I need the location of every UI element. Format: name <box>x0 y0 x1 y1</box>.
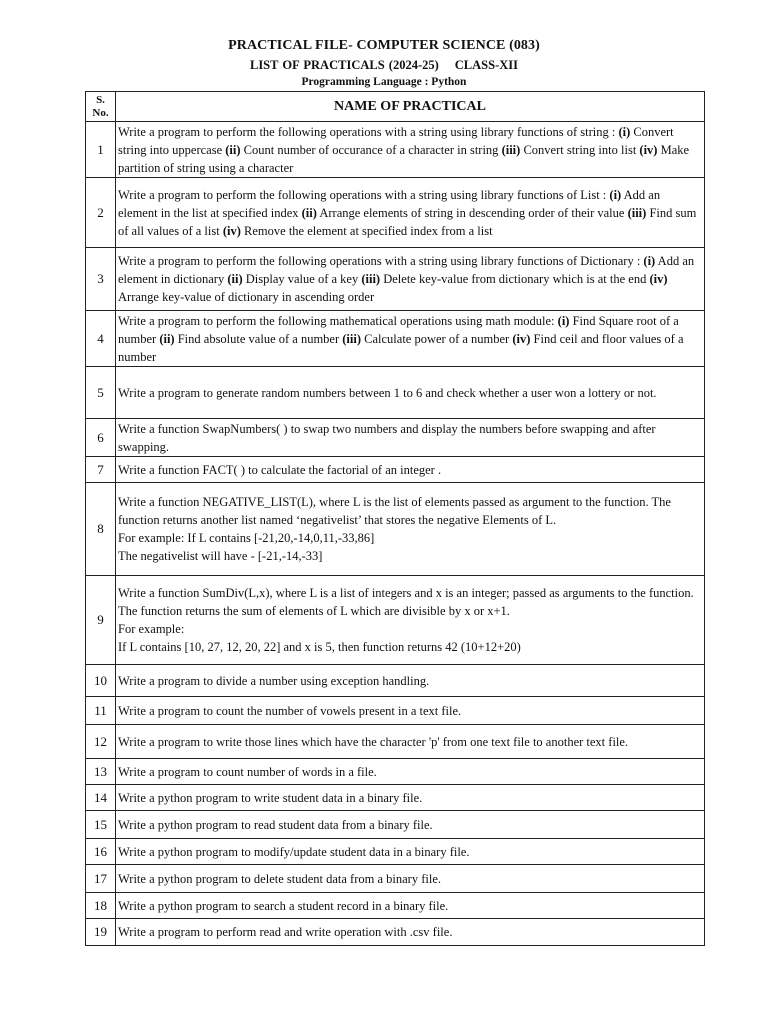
practical-text: Write a program to perform read and write operation with .csv file. <box>118 925 453 939</box>
practical-text: Write a program to write those lines which have the character 'p' from one text file to another text file. <box>118 734 629 749</box>
table-row <box>86 483 705 576</box>
practical-text: Write a python program to read student data from a binary file. <box>118 817 433 832</box>
practical-name-cell <box>116 811 705 839</box>
practical-text-line: Write a function SumDiv(L,x), where L is a list of integers and x is an integer; passed as arguments to the function. The function returns the sum of elements of L which are divisible by x or x+1. <box>118 586 694 618</box>
serial-number-cell: 15 <box>86 811 116 839</box>
sno-header-line1: S. <box>96 93 105 106</box>
table-row <box>86 785 705 811</box>
practical-text: Add an element in dictionary <box>118 254 695 286</box>
table-row <box>86 759 705 785</box>
practical-name-cell <box>116 311 705 367</box>
sub-item-marker: (i) <box>609 187 622 202</box>
practical-text: Find ceil and floor values of a number <box>118 331 684 364</box>
sub-item-marker: (iii) <box>501 142 521 157</box>
column-header-name: NAME OF PRACTICAL <box>116 92 705 122</box>
table-row <box>86 419 705 457</box>
sub-item-marker: (i) <box>618 124 631 139</box>
practical-text: Write a program to perform the following operations with a string using library functions of string : <box>118 124 619 139</box>
serial-number-cell: 11 <box>86 697 116 725</box>
practical-name-cell <box>116 893 705 919</box>
table-row <box>86 367 705 419</box>
practical-text: Find sum of all values of a list <box>118 205 697 238</box>
sub-item-marker: (ii) <box>227 272 243 286</box>
sub-item-marker: (iv) <box>639 142 658 157</box>
practical-text: Write a program to divide a number using exception handling. <box>118 673 430 688</box>
sub-item-marker: (ii) <box>159 331 175 346</box>
table-row <box>86 576 705 665</box>
table-row <box>86 178 705 248</box>
serial-number-cell: 13 <box>86 759 116 785</box>
table-row <box>86 893 705 919</box>
practical-name-cell <box>116 248 705 311</box>
practical-text-line: For example: <box>118 622 185 636</box>
practical-name-cell <box>116 178 705 248</box>
table-row <box>86 122 705 178</box>
practical-text: Write a python program to modify/update student data in a binary file. <box>118 844 470 859</box>
practical-name-cell <box>116 367 705 419</box>
serial-number-cell: 5 <box>86 367 116 419</box>
practical-name-cell <box>116 576 705 665</box>
practical-text: Convert string into uppercase <box>118 124 674 157</box>
serial-number-cell: 3 <box>86 248 116 311</box>
serial-number-cell: 1 <box>86 122 116 178</box>
practical-name-cell <box>116 697 705 725</box>
practical-text: Make partition of string using a character <box>118 142 690 175</box>
document-title: PRACTICAL FILE- COMPUTER SCIENCE (083) <box>228 38 540 53</box>
practical-text: Find absolute value of a number <box>174 331 343 346</box>
practical-text: Convert string into list <box>520 142 640 157</box>
sub-item-marker: (ii) <box>301 205 317 220</box>
serial-number-cell: 16 <box>86 839 116 865</box>
practical-text: Write a python program to delete student data from a binary file. <box>118 871 441 886</box>
table-header-row <box>86 92 705 122</box>
practical-name-cell <box>116 919 705 946</box>
serial-number-cell: 8 <box>86 483 116 576</box>
serial-number-cell: 17 <box>86 865 116 893</box>
practical-text-line: If L contains [10, 27, 12, 20, 22] and x is 5, then function returns 42 (10+12+20) <box>118 640 521 654</box>
practical-text: Find Square root of a number <box>118 313 679 346</box>
practical-text: Write a program to perform the following mathematical operations using math module: <box>118 313 558 328</box>
practicals-table-body <box>86 122 705 946</box>
practical-text-line: The negativelist will have - [-21,-14,-33] <box>118 549 323 563</box>
practical-text: Delete key-value from dictionary which is at the end <box>380 272 650 286</box>
serial-number-cell: 19 <box>86 919 116 946</box>
practical-text-line: For example: If L contains [-21,20,-14,0,11,-33,86] <box>118 531 375 545</box>
table-row <box>86 725 705 759</box>
serial-number-cell: 14 <box>86 785 116 811</box>
table-row <box>86 457 705 483</box>
practical-text: Write a program to count the number of vowels present in a text file. <box>118 703 462 718</box>
practical-text: Write a function SwapNumbers( ) to swap two numbers and display the numbers before swapping and after swapping. <box>118 421 656 454</box>
practical-name-cell <box>116 865 705 893</box>
table-row <box>86 865 705 893</box>
table-row <box>86 811 705 839</box>
practical-name-cell <box>116 122 705 178</box>
sub-item-marker: (iii) <box>361 272 381 286</box>
practical-text: Write a function FACT( ) to calculate the factorial of an integer . <box>118 462 442 477</box>
table-row <box>86 248 705 311</box>
practical-text: Write a program to count number of words in a file. <box>118 764 377 779</box>
table-row <box>86 665 705 697</box>
sub-item-marker: (iv) <box>649 272 668 286</box>
sub-item-marker: (i) <box>557 313 570 328</box>
practical-text: Display value of a key <box>242 272 362 286</box>
table-row <box>86 697 705 725</box>
serial-number-cell: 4 <box>86 311 116 367</box>
table-row <box>86 839 705 865</box>
practical-text: Arrange key-value of dictionary in ascending order <box>118 290 375 304</box>
serial-number-cell: 18 <box>86 893 116 919</box>
sno-header-line2: No. <box>92 106 109 119</box>
serial-number-cell: 6 <box>86 419 116 457</box>
practical-name-cell <box>116 419 705 457</box>
serial-number-cell: 7 <box>86 457 116 483</box>
class-label: CLASS-XII <box>454 58 518 72</box>
programming-language-label: Programming Language : Python <box>301 76 467 88</box>
practical-text: Write a program to perform the following operations with a string using library functions of List : <box>118 187 610 202</box>
sub-item-marker: (i) <box>643 254 656 268</box>
document-subtitle <box>0 58 768 73</box>
practicals-table <box>85 91 705 946</box>
practical-text: Write a python program to search a student record in a binary file. <box>118 898 449 913</box>
practical-text: Arrange elements of string in descending order of their value <box>316 205 628 220</box>
practical-name-cell <box>116 785 705 811</box>
practical-text-line: Write a function NEGATIVE_LIST(L), where L is the list of elements passed as argument to the function. The function returns another list named ‘negativelist’ that stores the negative Elements of L. <box>118 495 671 527</box>
serial-number-cell: 2 <box>86 178 116 248</box>
practical-name-cell <box>116 759 705 785</box>
list-of-practicals-label: LIST OF PRACTICALS (2024-25) <box>249 58 439 72</box>
sub-item-marker: (iv) <box>512 331 531 346</box>
practical-text: Write a program to perform the following operations with a string using library functions of Dictionary : <box>118 254 644 268</box>
serial-number-cell: 9 <box>86 576 116 665</box>
serial-number-cell: 12 <box>86 725 116 759</box>
practical-name-cell <box>116 839 705 865</box>
practical-text: Write a program to generate random numbers between 1 to 6 and check whether a user won a lottery or not. <box>118 385 657 400</box>
practical-text: Add an element in the list at specified index <box>118 187 661 220</box>
practical-name-cell <box>116 725 705 759</box>
practical-text: Count number of occurance of a character in string <box>240 142 502 157</box>
column-header-sno <box>86 92 116 122</box>
table-row <box>86 919 705 946</box>
sub-item-marker: (ii) <box>225 142 241 157</box>
table-row <box>86 311 705 367</box>
practical-name-cell <box>116 483 705 576</box>
serial-number-cell: 10 <box>86 665 116 697</box>
practical-name-cell <box>116 665 705 697</box>
practical-text: Calculate power of a number <box>361 331 513 346</box>
sub-item-marker: (iii) <box>627 205 647 220</box>
practical-text: Remove the element at specified index from a list <box>240 223 493 238</box>
practical-text: Write a python program to write student data in a binary file. <box>118 790 423 805</box>
practical-name-cell <box>116 457 705 483</box>
sub-item-marker: (iv) <box>222 223 241 238</box>
sub-item-marker: (iii) <box>342 331 362 346</box>
